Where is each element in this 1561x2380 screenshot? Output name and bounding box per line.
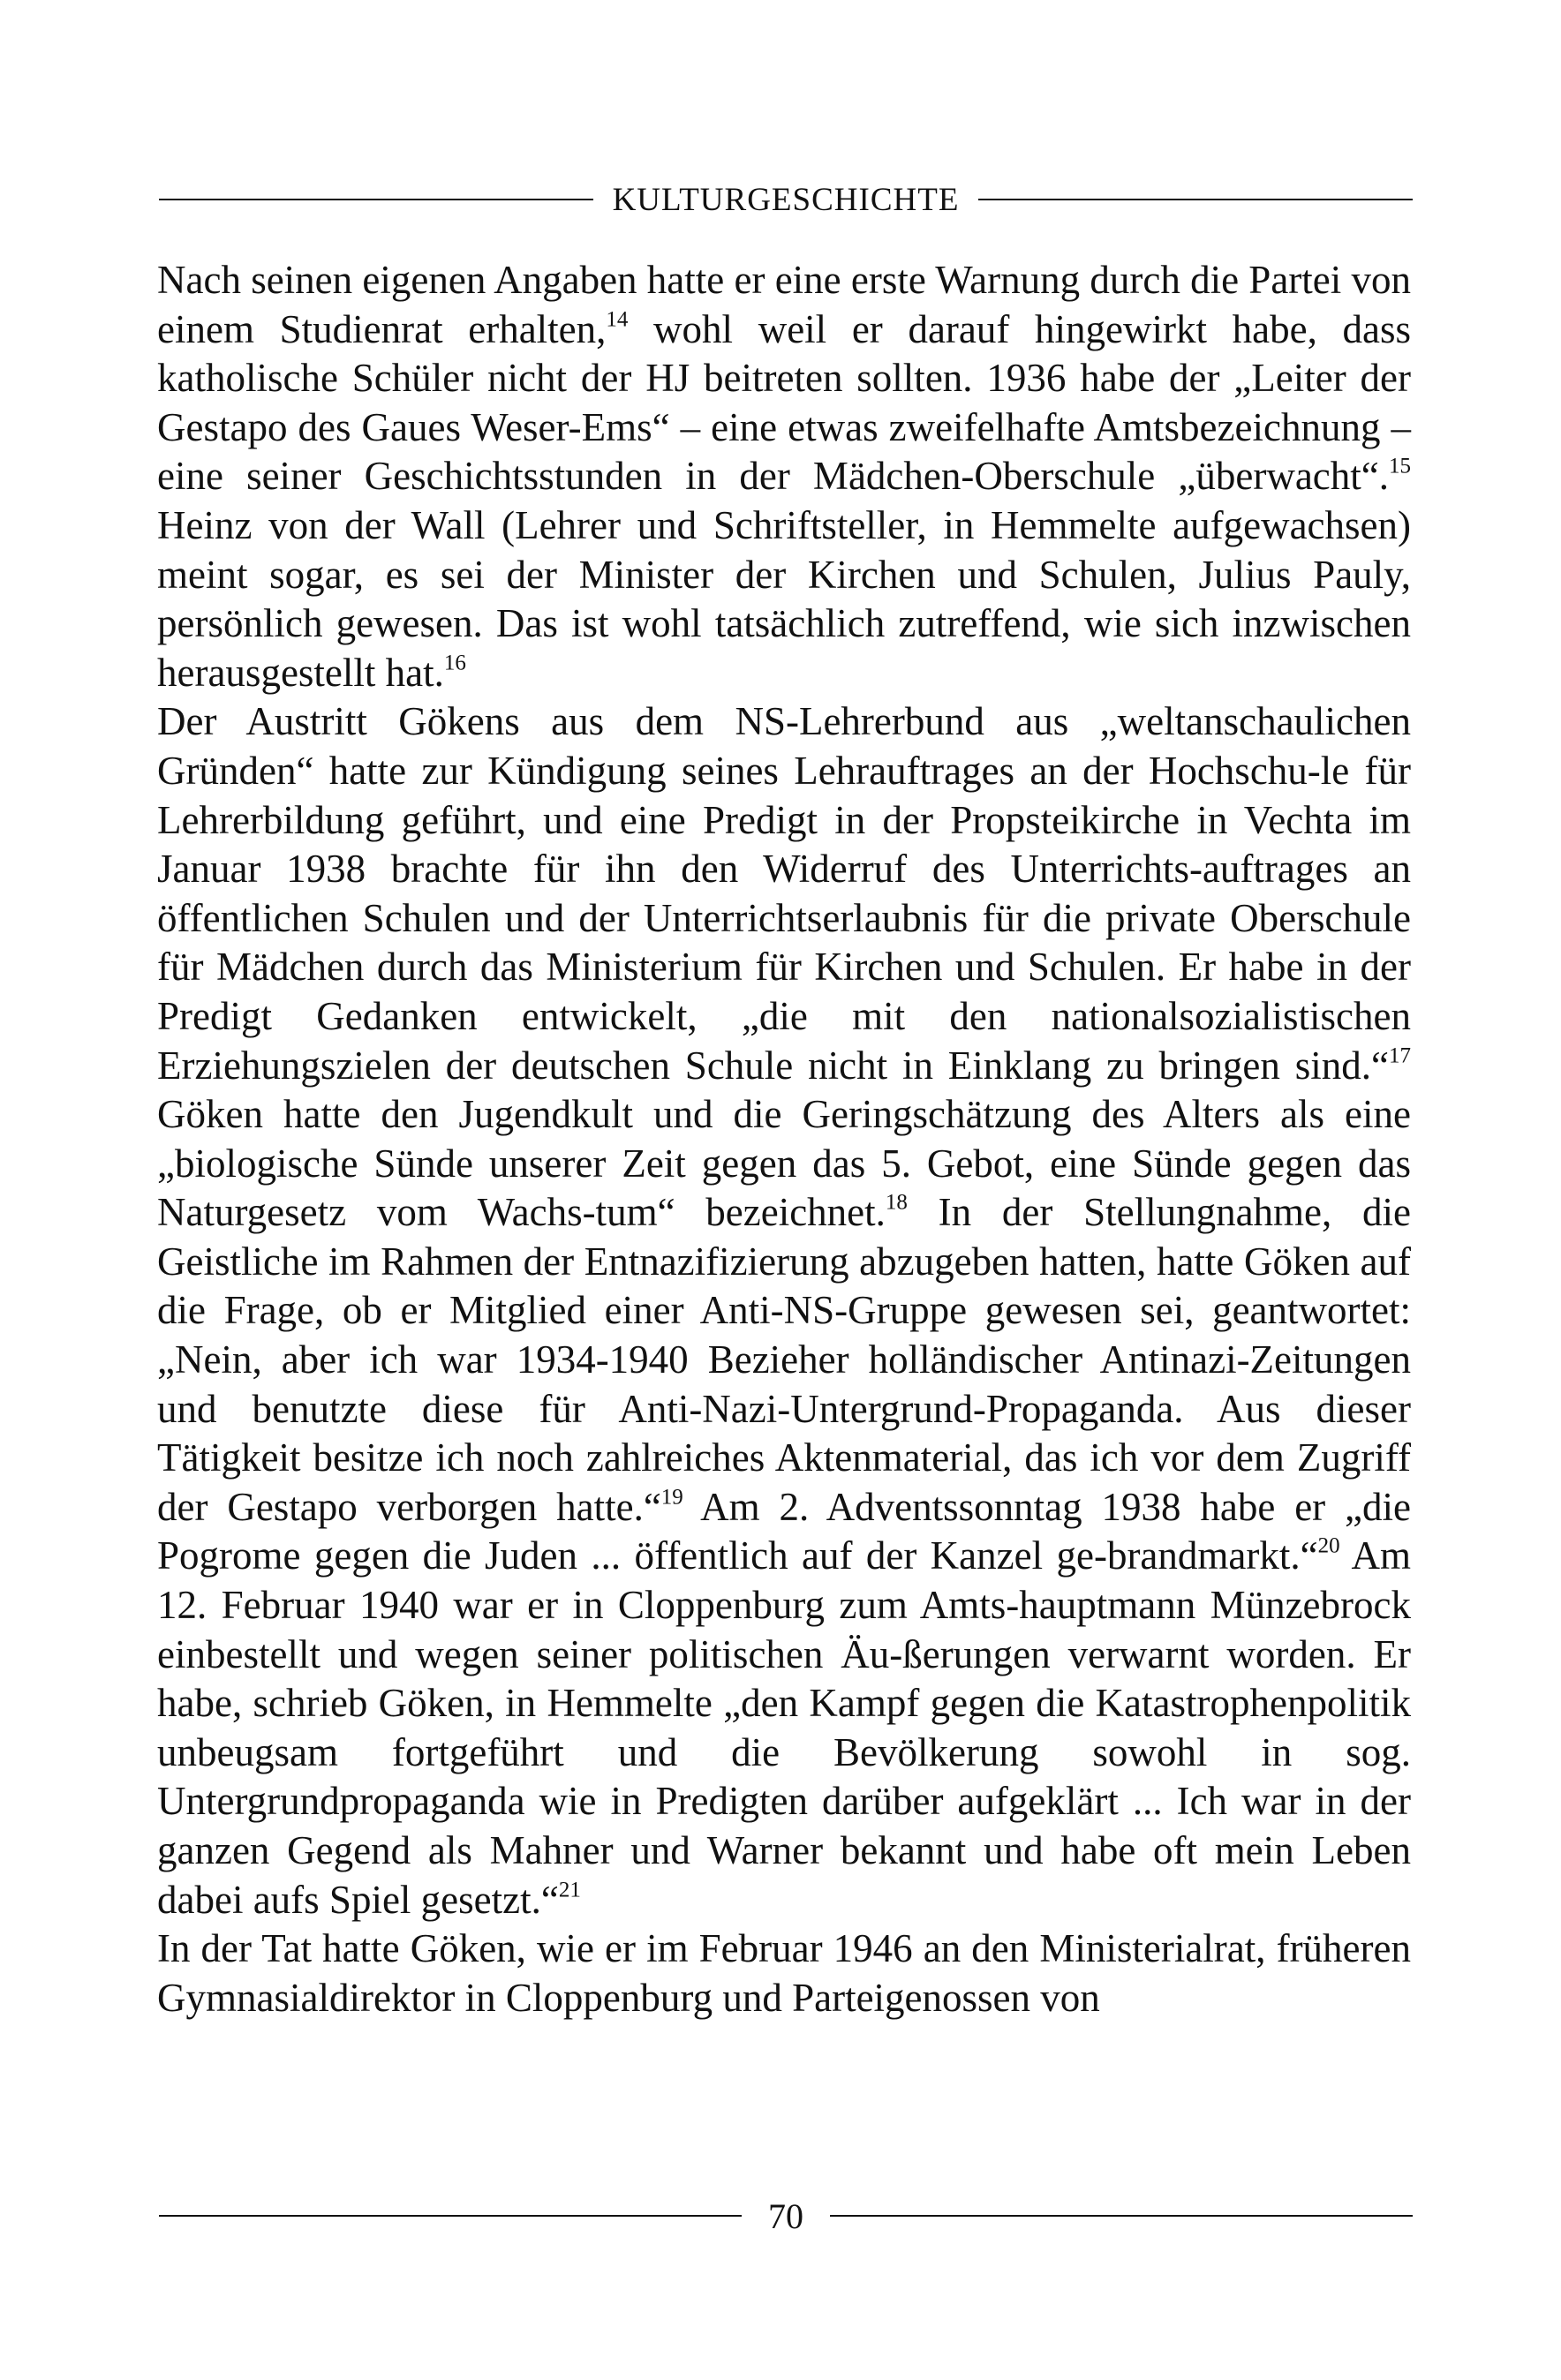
body-text <box>157 256 1411 2022</box>
header-rule-right <box>978 199 1413 200</box>
paragraph <box>157 697 1411 1924</box>
text-run: Göken hatte den Jugendkult und die Geringschätzung des Alters als eine „biologische Sünde unserer Zeit gegen das 5. Gebot, eine Sünde gegen das Naturgesetz vom Wachs-tum“ bezeichnet. <box>157 1092 1411 1235</box>
text-run: Nach seinen eigenen Angaben hatte er eine erste Warnung durch die Partei von einem Studienrat erhalten, <box>157 258 1412 351</box>
running-header <box>159 173 1413 226</box>
footnote-marker: 19 <box>660 1485 683 1510</box>
page-number: 70 <box>768 2195 803 2236</box>
text-run: In der Stellungnahme, die Geistliche im Rahmen der Entnazifizierung abzugeben hatten, hatte Göken auf die Frage, ob er Mitglied einer Anti-NS-Gruppe gewesen sei, geantwortet: „Nein, aber ich war 1934-1940 Bezieher holländischer Antinazi-Zeitungen und benutzte diese für Anti-Nazi-Untergrund-Propaganda. Aus dieser Tätigkeit besitze ich noch zahlreiches Aktenmaterial, das ich vor dem Zugriff der Gestapo verborgen hatte.“ <box>157 1190 1411 1529</box>
paragraph <box>157 1924 1411 2022</box>
footnote-marker: 21 <box>558 1877 581 1902</box>
footnote-marker: 17 <box>1389 1043 1411 1067</box>
footnote-marker: 14 <box>606 306 629 331</box>
text-run: In der Tat hatte Göken, wie er im Februar 1946 an den Ministerialrat, früheren Gymnasialdirektor in Cloppenburg und Parteigenossen von <box>157 1926 1411 2020</box>
text-run: Am 12. Februar 1940 war er in Cloppenburg zum Amts-hauptmann Münzebrock einbestellt und wegen seiner politischen Äu-ßerungen verwarnt worden. Er habe, schrieb Göken, in Hemmelte „den Kampf gegen die Katastrophenpolitik unbeugsam fortgeführt und die Bevölkerung sowohl in sog. Untergrundpropaganda wie in Predigten darüber aufgeklärt ... Ich war in der ganzen Gegend als Mahner und Warner bekannt und habe oft mein Leben dabei aufs Spiel gesetzt.“ <box>157 1533 1411 1922</box>
text-run: Der Austritt Gökens aus dem NS-Lehrerbund aus „weltanschaulichen Gründen“ hatte zur Kündigung seines Lehrauftrages an der Hochschu-le für Lehrerbildung geführt, und eine Predigt in der Propsteikirche in Vechta im Januar 1938 brachte für ihn den Widerruf des Unterrichts-auftrages an öffentlichen Schulen und der Unterrichtserlaubnis für die private Oberschule für Mädchen durch das Ministerium für Kirchen und Schulen. Er habe in der Predigt Gedanken entwickelt, „die mit den nationalsozialistischen Erziehungszielen der deutschen Schule nicht in Einklang zu bringen sind.“ <box>157 699 1411 1088</box>
footer-rule-right <box>830 2215 1413 2217</box>
footnote-marker: 18 <box>885 1190 908 1215</box>
footnote-marker: 20 <box>1317 1533 1340 1558</box>
footer-rule-left <box>159 2215 742 2217</box>
footnote-marker: 16 <box>443 651 466 674</box>
text-run: Heinz von der Wall (Lehrer und Schriftsteller, in Hemmelte aufgewachsen) meint sogar, es sei der Minister der Kirchen und Schulen, Julius Pauly, persönlich gewesen. Das ist wohl tatsächlich zutreffend, wie sich inzwischen herausgestellt hat. <box>157 502 1411 695</box>
header-rule-left <box>159 199 593 200</box>
footnote-marker: 15 <box>1389 454 1411 478</box>
paragraph <box>157 256 1411 697</box>
text-run: Am 2. Adventssonntag 1938 habe er „die Pogrome gegen die Juden ... öffentlich auf der Kanzel ge-brandmarkt.“ <box>157 1484 1411 1578</box>
page-footer <box>159 2189 1413 2242</box>
running-title: KULTURGESCHICHTE <box>612 181 960 218</box>
text-run: wohl weil er darauf hingewirkt habe, dass katholische Schüler nicht der HJ beitreten sollten. 1936 habe der „Leiter der Gestapo des Gaues Weser-Ems“ – eine etwas zweifelhafte Amtsbezeichnung – eine seiner Geschichtsstunden in der Mädchen-Oberschule „überwacht“. <box>157 306 1411 499</box>
